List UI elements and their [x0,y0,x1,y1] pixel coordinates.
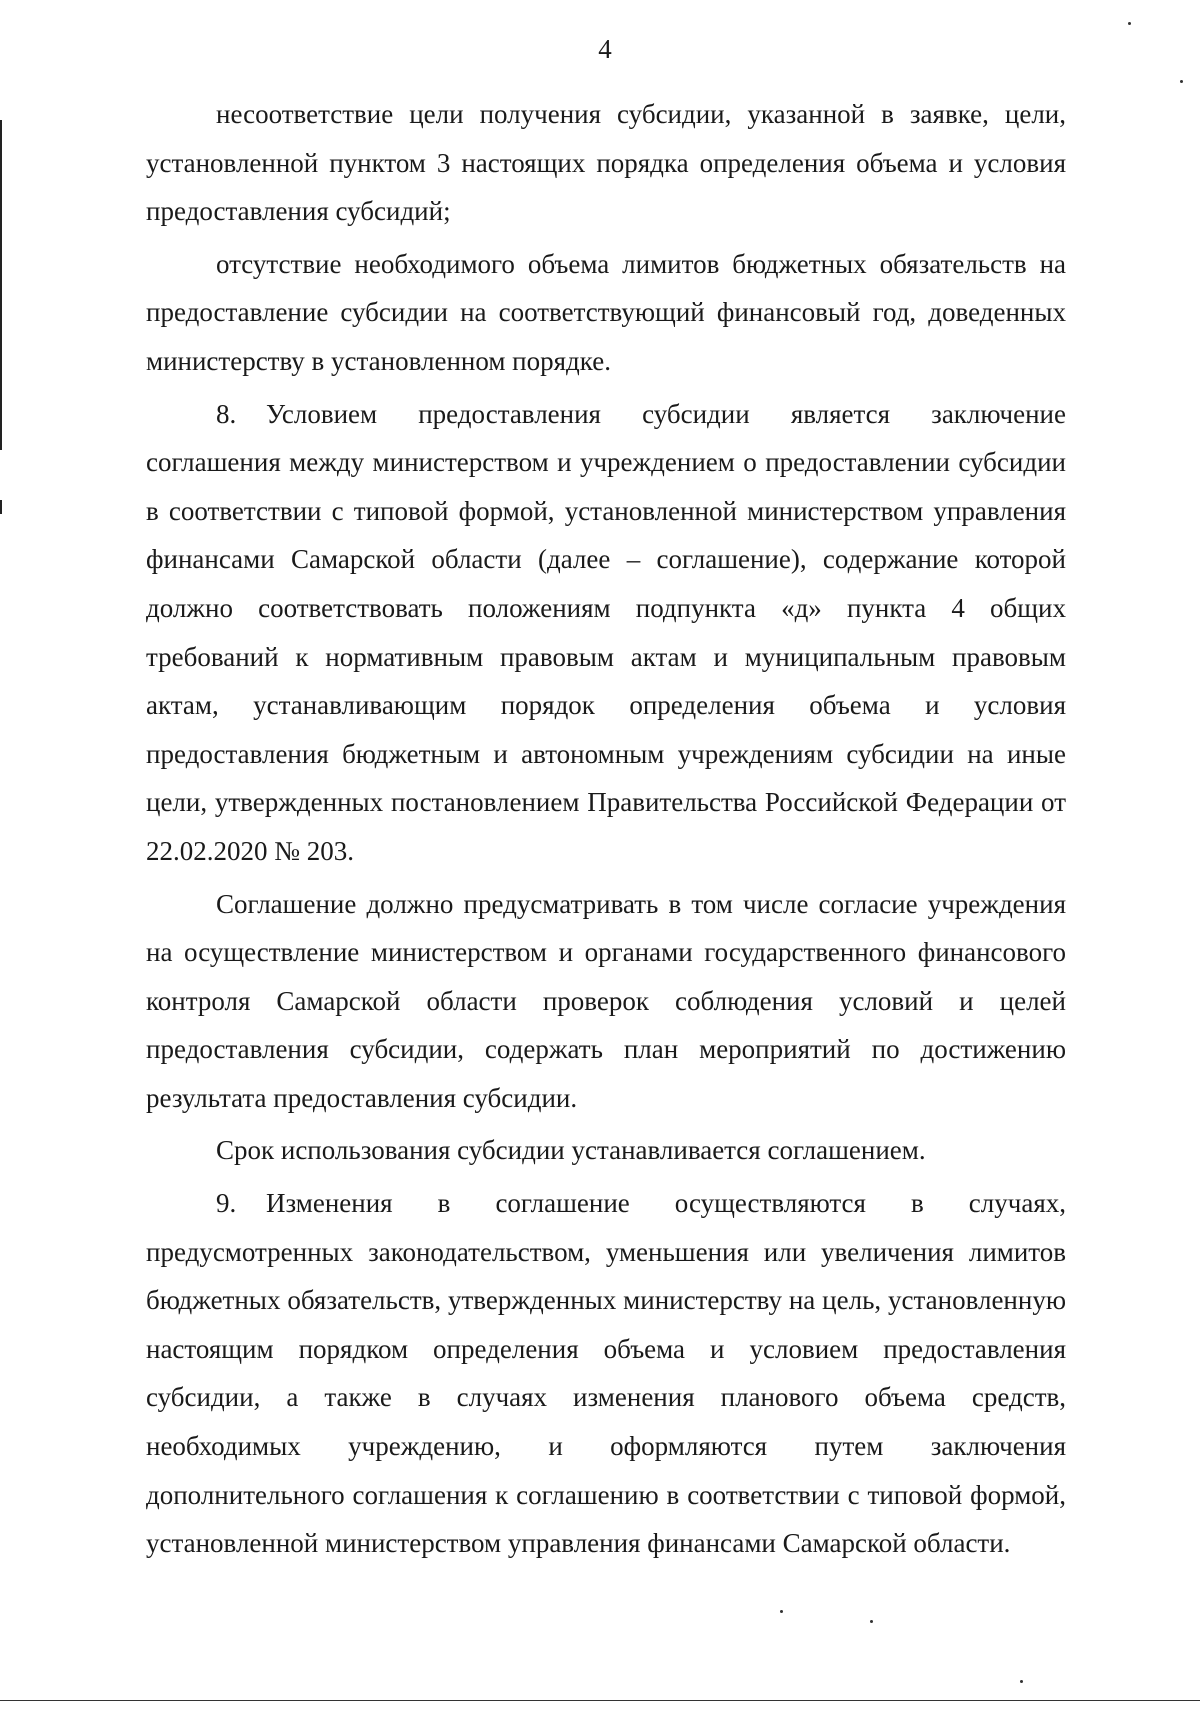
paragraph-text: отсутствие необходимого объема лимитов бюджетных обязательств на предоставление субсидии на соответствующий финансовый год, доведенных министерству в установленном порядке. [146,248,1066,376]
scan-speck [870,1620,873,1623]
paragraph-2 [146,240,1066,386]
paragraph-4 [146,880,1066,1123]
paragraph-1 [146,90,1066,236]
scan-edge-line [0,120,2,450]
paragraph-text: Соглашение должно предусматривать в том числе согласие учреждения на осуществление министерством и органами государственного финансового контроля Самарской области проверок соблюдения условий и целей предоставления субсидии, содержать план мероприятий по достижению результата предоставления субсидии. [146,888,1066,1113]
scan-speck [1128,22,1131,25]
paragraph-item-8 [146,390,1066,876]
scan-bottom-edge [0,1700,1200,1701]
scan-edge-mark [0,500,2,514]
paragraph-item-9 [146,1179,1066,1568]
paragraph-text: несоответствие цели получения субсидии, указанной в заявке, цели, установленной пунктом 3 настоящих порядка определения объема и условия предоставления субсидий; [146,99,1066,227]
paragraph-number: 9. [216,1188,237,1219]
page-number: 4 [598,34,612,64]
scan-speck [1020,1680,1023,1683]
paragraph-number: 8. [216,398,237,429]
paragraph-text: Срок использования субсидии устанавливается соглашением. [216,1135,926,1166]
paragraph-text: Условием предоставления субсидии является заключение соглашения между министерством и учреждением о предоставлении субсидии в соответствии с типовой формой, установленной министерством управления финансами Самарской области (далее – соглашение), содержание которой должно соответствовать положениям подпункта «д» пункта 4 общих требований к нормативным правовым актам и муниципальным правовым актам, устанавливающим порядок определения объема и условия предоставления бюджетным и автономным учреждениям субсидии на иные цели, утвержденных постановлением Правительства Российской Федерации от 22.02.2020 № 203. [146,398,1066,866]
paragraph-5 [146,1126,1066,1175]
scan-speck [780,1610,783,1613]
scan-speck [1180,80,1183,83]
document-body [146,90,1066,1568]
paragraph-text: Изменения в соглашение осуществляются в случаях, предусмотренных законодательством, уменьшения или увеличения лимитов бюджетных обязательств, утвержденных министерству на цель, установленную настоящим порядком определения объема и условием предоставления субсидии, а также в случаях изменения планового объема средств, необходимых учреждению, и оформляются путем заключения дополнительного соглашения к соглашению в соответствии с типовой формой, установленной министерством управления финансами Самарской области. [146,1188,1066,1559]
